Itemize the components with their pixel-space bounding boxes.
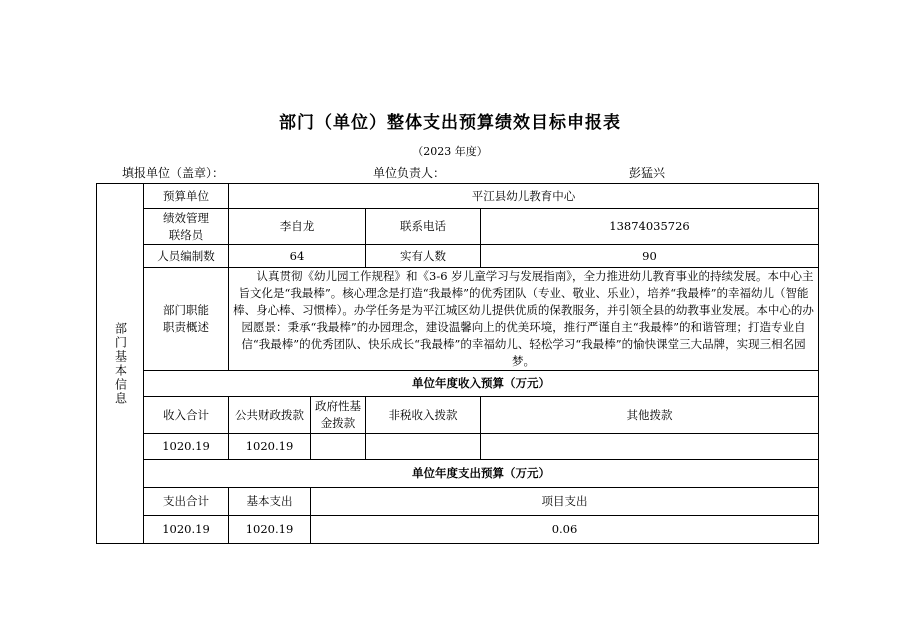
expense-header-total: 支出合计 (144, 488, 229, 516)
income-header-other: 其他拨款 (481, 397, 819, 434)
income-section-title: 单位年度收入预算（万元） (144, 371, 819, 397)
expense-value-project: 0.06 (311, 516, 819, 544)
budget-unit-value: 平江县幼儿教育中心 (229, 184, 819, 209)
phone-value: 13874035726 (481, 209, 819, 245)
contact-value: 李自龙 (229, 209, 366, 245)
actual-staff-value: 90 (481, 245, 819, 268)
income-header-total: 收入合计 (144, 397, 229, 434)
form-title: 部门（单位）整体支出预算绩效目标申报表 (279, 113, 621, 133)
income-header-fund: 政府性基 金拨款 (311, 397, 366, 434)
contact-label: 绩效管理 联络员 (144, 209, 229, 245)
expense-value-basic: 1020.19 (229, 516, 311, 544)
duty-label: 部门职能 职责概述 (144, 268, 229, 371)
phone-label: 联系电话 (366, 209, 481, 245)
fill-unit-label: 填报单位（盖章）： (122, 166, 225, 180)
income-value-public: 1020.19 (229, 434, 311, 460)
income-value-total: 1020.19 (144, 434, 229, 460)
responsible-label: 单位负责人： (373, 166, 446, 180)
form-year: （2023 年度） (412, 145, 488, 158)
budget-unit-label: 预算单位 (144, 184, 229, 209)
income-header-nontax: 非税收入拨款 (366, 397, 481, 434)
income-header-public: 公共财政拨款 (229, 397, 311, 434)
income-value-other (481, 434, 819, 460)
duty-description: 认真贯彻《幼儿园工作规程》和《3-6 岁儿童学习与发展指南》，全力推进幼儿教育事业的持续发展。本中心主旨文化是“我最棒”。核心理念是打造“我最棒”的优秀团队（专业、敬业、乐业），培养“我最棒”的幸福幼儿（智能棒、身心棒、习惯棒）。办学任务是为平江城区幼儿提供优质的保教服务，并引领全县的幼教事业发展。本中心的办园愿景：秉承“我最棒”的办园理念，建设温馨向上的优美环境，推行严谨自主“我最棒”的和谐管理；打造专业自信“我最棒”的优秀团队、快乐成长“我最棒”的幸福幼儿、轻松学习“我最棒”的愉快课堂三大品牌，实现三相名园梦。 (229, 268, 819, 371)
staff-quota-value: 64 (229, 245, 366, 268)
expense-header-project: 项目支出 (311, 488, 819, 516)
expense-section-title: 单位年度支出预算（万元） (144, 460, 819, 488)
income-value-fund (311, 434, 366, 460)
actual-staff-label: 实有人数 (366, 245, 481, 268)
expense-value-total: 1020.19 (144, 516, 229, 544)
section-side-label: 部门基本信息 (97, 184, 144, 544)
responsible-name: 彭猛兴 (629, 166, 666, 180)
staff-quota-label: 人员编制数 (144, 245, 229, 268)
expense-header-basic: 基本支出 (229, 488, 311, 516)
income-value-nontax (366, 434, 481, 460)
budget-form-table (96, 183, 819, 544)
